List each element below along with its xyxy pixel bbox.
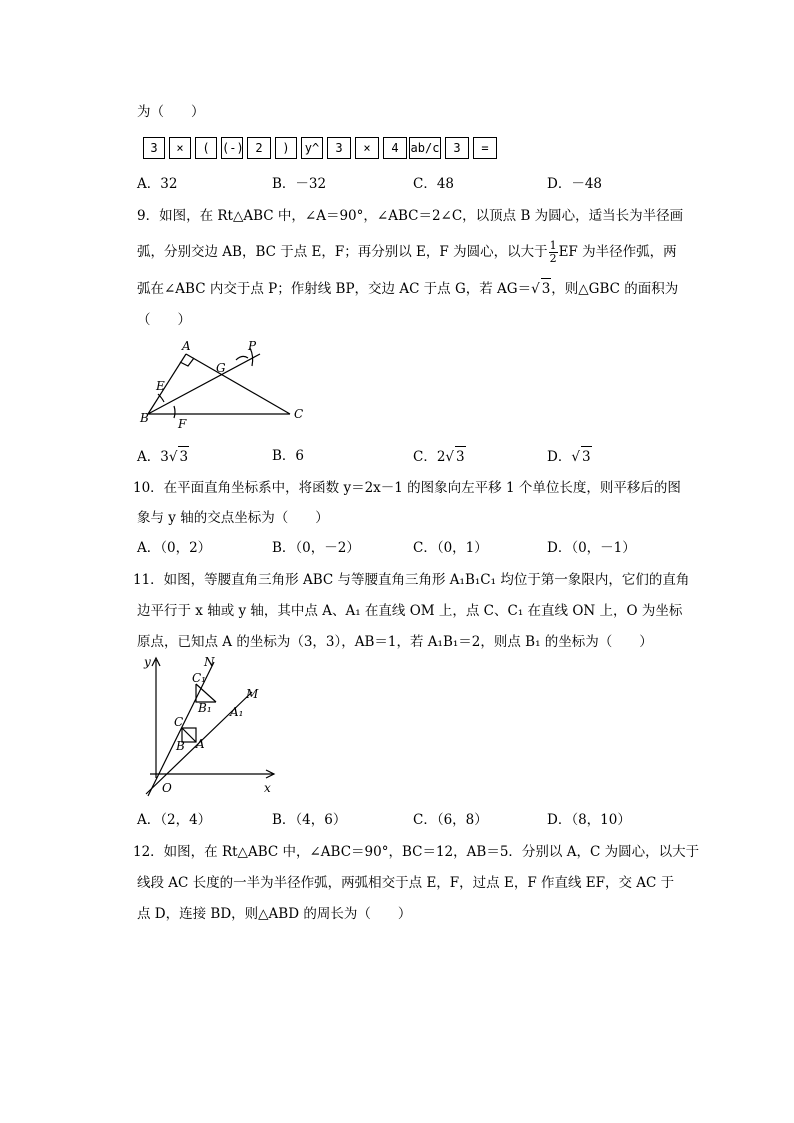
q9-line3 — [137, 278, 678, 299]
arc-f — [174, 406, 175, 418]
sqrt-radicand: 3 — [541, 278, 552, 299]
label-x: x — [264, 781, 271, 795]
option-a-text: A．3 — [137, 449, 169, 465]
option-a[interactable]: A．3√ 3 — [137, 446, 189, 467]
calc-key: × — [169, 137, 191, 159]
label-a: A — [196, 737, 205, 751]
option-b[interactable]: B．（4，6） — [272, 812, 347, 828]
option-a-radicand: 3 — [178, 446, 189, 467]
q9-line1: 9．如图，在 Rt△ABC 中，∠A＝90°，∠ABC＝2∠C，以顶点 B 为圆心，适当长为半径画 — [137, 208, 684, 224]
side-ab — [148, 354, 186, 414]
option-c[interactable]: C．2√ 3 — [413, 446, 466, 467]
q12-line2: 线段 AC 长度的一半为半径作弧，两弧相交于点 E，F，过点 E，F 作直线 EF，交 AC 于 — [137, 875, 675, 891]
q9-line2-b: EF 为半径作弧，两 — [558, 244, 677, 260]
option-a[interactable]: A．（2，4） — [137, 812, 212, 828]
q9-line3-b: ，则△GBC 的面积为 — [551, 281, 679, 297]
q11-coordinate-figure — [140, 654, 280, 800]
option-d[interactable]: D．－48 — [547, 176, 603, 192]
label-g: G — [216, 361, 226, 375]
option-b-text: B．6 — [272, 448, 305, 464]
sqrt-sign: √ — [531, 281, 540, 297]
label-b: B — [140, 411, 149, 425]
q9-line2 — [137, 240, 677, 265]
option-d[interactable]: D．（8，10） — [547, 812, 631, 828]
q12-line1: 12．如图，在 Rt△ABC 中，∠ABC＝90°，BC＝12，AB＝5．分别以 A，C 为圆心，以大于 — [133, 844, 700, 860]
calc-key: ) — [275, 137, 297, 159]
label-b1: B₁ — [198, 701, 212, 715]
calc-key: y^ — [301, 137, 323, 159]
q11-line2: 边平行于 x 轴或 y 轴，其中点 A、A₁ 在直线 OM 上，点 C、C₁ 在直线 ON 上，O 为坐标 — [137, 603, 683, 619]
label-p: P — [248, 339, 257, 353]
calc-key: 4 — [383, 137, 407, 159]
arc-e — [158, 394, 164, 402]
side-ac — [186, 354, 290, 414]
q9-fraction — [549, 240, 558, 265]
q12-line3: 点 D，连接 BD，则△ABD 的周长为（ ） — [137, 906, 412, 922]
fraction-numerator: 1 — [549, 239, 557, 252]
option-c-text: C．2 — [413, 449, 446, 465]
option-d-text: D． — [547, 449, 572, 465]
q9-line2-a: 弧，分别交边 AB，BC 于点 E，F；再分别以 E，F 为圆心，以大于 — [137, 244, 548, 260]
calc-key: 3 — [327, 137, 351, 159]
label-b: B — [176, 739, 185, 753]
option-d-radicand: 3 — [581, 446, 592, 467]
q8-tail: 为（ ） — [137, 104, 205, 120]
calc-key: ab/c — [409, 137, 441, 159]
option-b[interactable]: B．－32 — [272, 176, 327, 192]
label-o: O — [162, 781, 172, 795]
calc-key: × — [355, 137, 379, 159]
q9-triangle-figure — [136, 338, 308, 430]
q11-options — [137, 810, 657, 830]
option-c[interactable]: C．（0，1） — [413, 540, 488, 556]
calc-key: ( — [195, 137, 217, 159]
option-b[interactable] — [272, 446, 304, 466]
q8-options — [137, 174, 657, 194]
q11-line3: 原点，已知点 A 的坐标为（3，3），AB＝1，若 A₁B₁＝2，则点 B₁ 的坐标为（ ） — [137, 634, 653, 650]
calc-key: 3 — [143, 137, 165, 159]
fraction-denominator: 2 — [549, 252, 557, 265]
q10-options — [137, 538, 657, 558]
label-n: N — [204, 655, 215, 669]
label-m: M — [246, 687, 259, 701]
calc-key: = — [473, 137, 497, 159]
option-d[interactable]: D．（0，－1） — [547, 540, 636, 556]
label-a: A — [182, 339, 191, 353]
q9-line3-a: 弧在∠ABC 内交于点 P；作射线 BP，交边 AC 于点 G，若 AG＝ — [137, 281, 532, 297]
ray-bp — [148, 354, 260, 414]
label-a1: A₁ — [230, 705, 244, 719]
calc-key: (-) — [221, 137, 243, 159]
label-e: E — [156, 379, 165, 393]
q9-line4: （ ） — [137, 312, 191, 328]
option-c[interactable]: C．（6，8） — [413, 812, 488, 828]
label-c1: C₁ — [192, 671, 206, 685]
arc-p1 — [236, 356, 248, 360]
option-a[interactable]: A．32 — [137, 176, 178, 192]
option-a[interactable]: A．（0，2） — [137, 540, 212, 556]
option-c-radicand: 3 — [455, 446, 466, 467]
option-c[interactable]: C．48 — [413, 176, 455, 192]
calc-key: 3 — [445, 137, 469, 159]
label-c: C — [294, 407, 304, 421]
label-f: F — [178, 417, 187, 430]
q10-line1: 10．在平面直角坐标系中，将函数 y＝2x－1 的图象向左平移 1 个单位长度，则平移后的图 — [133, 480, 681, 496]
q11-line1: 11．如图，等腰直角三角形 ABC 与等腰直角三角形 A₁B₁C₁ 均位于第一象限内，它们的直角 — [133, 572, 690, 588]
label-y: y — [144, 655, 151, 669]
q10-line2: 象与 y 轴的交点坐标为（ ） — [137, 510, 329, 526]
option-b[interactable]: B．（0，－2） — [272, 540, 360, 556]
q9-options — [137, 446, 657, 466]
calc-key: 2 — [247, 137, 271, 159]
label-c: C — [174, 715, 184, 729]
option-d[interactable]: D．√ 3 — [547, 446, 592, 467]
